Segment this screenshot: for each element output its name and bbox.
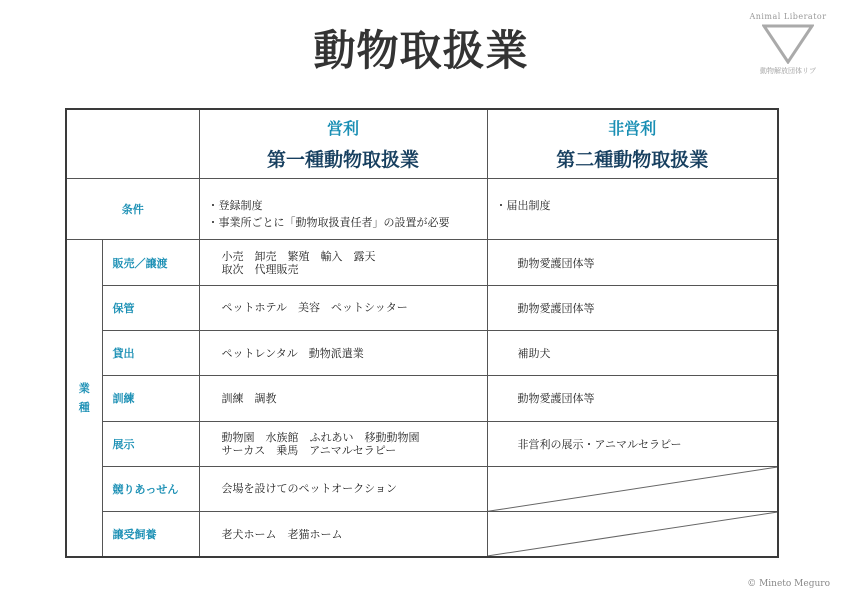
logo (748, 12, 828, 76)
header-non-profit (487, 109, 778, 178)
row-text-line: 訓練 調教 (221, 391, 277, 405)
row-non-profit: 動物愛護団体等 (487, 376, 778, 421)
row-text-line: 会場を設けてのペットオークション (221, 482, 397, 496)
row-label: 譲受飼養 (102, 512, 199, 557)
copyright: © Mineto Meguro (747, 579, 830, 589)
row-for-profit (199, 240, 487, 285)
not-applicable-cell (487, 512, 778, 557)
logo-bottom-text: 動物解放団体リブ (760, 67, 816, 75)
corner-cell (66, 109, 199, 178)
row-text-line: 小売 卸売 繁殖 輸入 露天 (221, 249, 376, 263)
row-label: 販売／譲渡 (102, 240, 199, 285)
row-text-line: 動物園 水族館 ふれあい 移動動物園 (221, 430, 420, 444)
row-text-line: サーカス 乗馬 アニマルセラピー (221, 443, 397, 457)
header-for-profit-main: 第一種動物取扱業 (266, 148, 419, 171)
condition-line: ・届出制度 (495, 198, 551, 212)
logo-top-text: Animal Liberator (749, 12, 827, 21)
row-for-profit (199, 512, 487, 557)
row-text-line: 老犬ホーム 老猫ホーム (221, 527, 343, 541)
row-for-profit (199, 285, 487, 330)
diagonal-line-icon (488, 512, 778, 556)
header-non-profit-sub: 非営利 (608, 118, 657, 138)
row-non-profit: 動物愛護団体等 (487, 240, 778, 285)
header-non-profit-main: 第二種動物取扱業 (556, 148, 709, 171)
page-title: 動物取扱業 (313, 26, 529, 75)
row-label: 訓練 (102, 376, 199, 421)
triangle-logo-icon (762, 24, 814, 64)
row-for-profit (199, 466, 487, 511)
diagonal-line-icon (488, 467, 778, 511)
row-non-profit: 補助犬 (487, 330, 778, 375)
header-for-profit-sub: 営利 (326, 118, 359, 138)
row-text-line: 取次 代理販売 (221, 262, 299, 276)
not-applicable-cell (487, 466, 778, 511)
header-for-profit (199, 109, 487, 178)
condition-line: ・登録制度 (207, 198, 263, 212)
row-non-profit: 動物愛護団体等 (487, 285, 778, 330)
row-text-line: ペットレンタル 動物派遣業 (221, 346, 364, 360)
condition-line: ・事業所ごとに「動物取扱責任者」の設置が必要 (207, 215, 450, 229)
category-label-text: 業種 (78, 382, 90, 415)
animal-business-table (65, 108, 779, 558)
category-label (66, 240, 102, 557)
row-label: 保管 (102, 285, 199, 330)
row-non-profit: 非営利の展示・アニマルセラピー (487, 421, 778, 466)
conditions-non-profit (487, 178, 778, 239)
row-label: 競りあっせん (102, 466, 199, 511)
row-for-profit (199, 376, 487, 421)
conditions-label: 条件 (66, 178, 199, 239)
row-label: 展示 (102, 421, 199, 466)
row-text-line: ペットホテル 美容 ペットシッター (221, 301, 408, 315)
conditions-for-profit (199, 178, 487, 239)
row-for-profit (199, 421, 487, 466)
row-label: 貸出 (102, 330, 199, 375)
row-for-profit (199, 330, 487, 375)
